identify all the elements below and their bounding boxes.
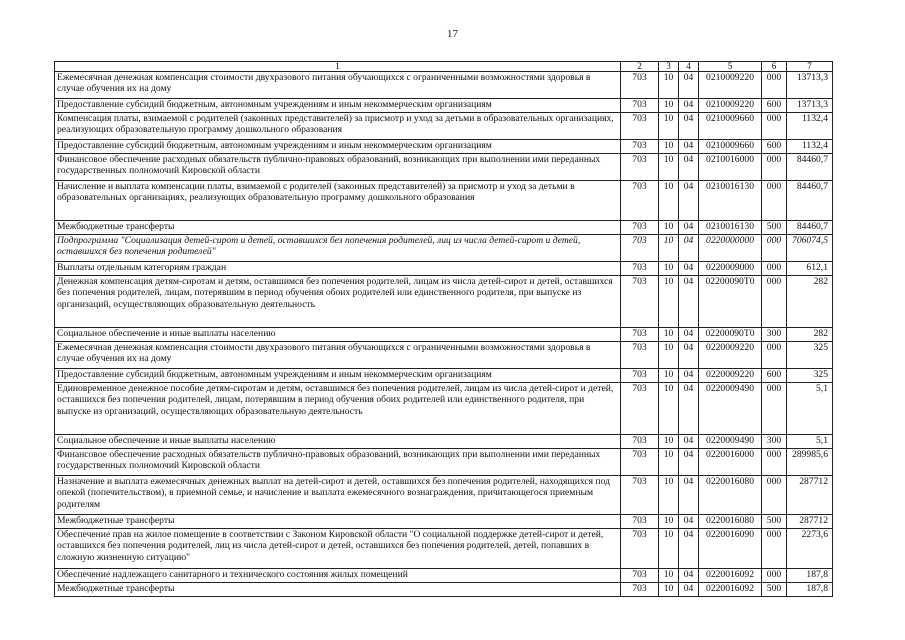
cell-target-item: 02200090Т0 bbox=[699, 276, 762, 328]
table-row bbox=[55, 369, 833, 383]
cell-section: 10 bbox=[659, 435, 679, 449]
cell-section: 10 bbox=[659, 99, 679, 113]
cell-amount: 84460,7 bbox=[787, 154, 833, 181]
row-name: Начисление и выплата компенсации платы, взимаемой с родителей (законных представителей) за присмотр и уход за детьми в образовательных организациях, реализующих образовательную программу дошкольного образования bbox=[55, 181, 621, 221]
cell-subsection: 04 bbox=[679, 583, 699, 597]
cell-amount: 5,1 bbox=[787, 435, 833, 449]
cell-code: 703 bbox=[621, 515, 659, 529]
cell-code: 703 bbox=[621, 476, 659, 515]
column-header: 5 bbox=[699, 62, 762, 72]
cell-target-item: 0220009220 bbox=[699, 369, 762, 383]
cell-target-item: 0210016130 bbox=[699, 181, 762, 221]
cell-section: 10 bbox=[659, 342, 679, 369]
cell-expense-type: 000 bbox=[762, 72, 787, 99]
cell-section: 10 bbox=[659, 276, 679, 328]
cell-amount: 612,1 bbox=[787, 262, 833, 276]
row-name: Финансовое обеспечение расходных обязательств публично-правовых образований, возникающих при выполнении ими переданных государственных полномочий Кировской области bbox=[55, 449, 621, 476]
row-name: Подпрограмма "Социализация детей-сирот и детей, оставшихся без попечения родителей, лиц из числа детей-сирот и детей, оставшихся без попечения родителей" bbox=[55, 235, 621, 262]
cell-code: 703 bbox=[621, 154, 659, 181]
cell-expense-type: 000 bbox=[762, 449, 787, 476]
cell-amount: 84460,7 bbox=[787, 181, 833, 221]
cell-section: 10 bbox=[659, 72, 679, 99]
cell-subsection: 04 bbox=[679, 449, 699, 476]
cell-amount: 13713,3 bbox=[787, 72, 833, 99]
cell-expense-type: 000 bbox=[762, 181, 787, 221]
cell-section: 10 bbox=[659, 515, 679, 529]
cell-section: 10 bbox=[659, 140, 679, 154]
cell-target-item: 0220009490 bbox=[699, 383, 762, 435]
cell-target-item: 0210016000 bbox=[699, 154, 762, 181]
cell-expense-type: 500 bbox=[762, 583, 787, 597]
cell-subsection: 04 bbox=[679, 276, 699, 328]
row-name: Обеспечение надлежащего санитарного и технического состояния жилых помещений bbox=[55, 569, 621, 583]
cell-target-item: 0210009220 bbox=[699, 72, 762, 99]
cell-code: 703 bbox=[621, 383, 659, 435]
cell-amount: 706074,5 bbox=[787, 235, 833, 262]
cell-expense-type: 000 bbox=[762, 569, 787, 583]
row-name: Социальное обеспечение и иные выплаты населению bbox=[55, 328, 621, 342]
table-row bbox=[55, 72, 833, 99]
cell-expense-type: 600 bbox=[762, 99, 787, 113]
cell-subsection: 04 bbox=[679, 72, 699, 99]
cell-amount: 282 bbox=[787, 328, 833, 342]
column-header-row bbox=[55, 62, 833, 72]
cell-subsection: 04 bbox=[679, 262, 699, 276]
cell-expense-type: 000 bbox=[762, 235, 787, 262]
cell-amount: 325 bbox=[787, 342, 833, 369]
cell-target-item: 0210009660 bbox=[699, 140, 762, 154]
row-name: Предоставление субсидий бюджетным, автономным учреждениям и иным некоммерческим организациям bbox=[55, 140, 621, 154]
row-name: Назначение и выплата ежемесячных денежных выплат на детей-сирот и детей, оставшихся без попечения родителей, находящихся под опекой (попечительством), в приемной семье, и начисление и выплата ежемесячного вознаграждения, причитающегося приемным родителям bbox=[55, 476, 621, 515]
table-row bbox=[55, 529, 833, 569]
cell-code: 703 bbox=[621, 276, 659, 328]
cell-target-item: 0220016092 bbox=[699, 569, 762, 583]
cell-section: 10 bbox=[659, 529, 679, 569]
table-row bbox=[55, 276, 833, 328]
row-name: Денежная компенсация детям-сиротам и детям, оставшимся без попечения родителей, лицам из числа детей-сирот и детей, оставшихся без попечения родителей, лицам, потерявшим в период обучения обоих родителей или единственного родителя, при выпуске из организаций, осуществляющих образовательную деятельность bbox=[55, 276, 621, 328]
cell-section: 10 bbox=[659, 449, 679, 476]
row-name: Социальное обеспечение и иные выплаты населению bbox=[55, 435, 621, 449]
cell-section: 10 bbox=[659, 476, 679, 515]
cell-amount: 13713,3 bbox=[787, 99, 833, 113]
cell-code: 703 bbox=[621, 235, 659, 262]
cell-subsection: 04 bbox=[679, 342, 699, 369]
row-name: Предоставление субсидий бюджетным, автономным учреждениям и иным некоммерческим организациям bbox=[55, 369, 621, 383]
table-row bbox=[55, 181, 833, 221]
cell-amount: 1132,4 bbox=[787, 140, 833, 154]
cell-code: 703 bbox=[621, 342, 659, 369]
table-row bbox=[55, 99, 833, 113]
cell-expense-type: 000 bbox=[762, 476, 787, 515]
cell-subsection: 04 bbox=[679, 435, 699, 449]
cell-code: 703 bbox=[621, 221, 659, 235]
column-header: 6 bbox=[762, 62, 787, 72]
cell-subsection: 04 bbox=[679, 369, 699, 383]
cell-code: 703 bbox=[621, 99, 659, 113]
cell-section: 10 bbox=[659, 583, 679, 597]
cell-section: 10 bbox=[659, 262, 679, 276]
cell-expense-type: 300 bbox=[762, 328, 787, 342]
column-header: 7 bbox=[787, 62, 833, 72]
table-row bbox=[55, 583, 833, 597]
cell-section: 10 bbox=[659, 221, 679, 235]
cell-subsection: 04 bbox=[679, 140, 699, 154]
cell-section: 10 bbox=[659, 113, 679, 140]
row-name: Предоставление субсидий бюджетным, автономным учреждениям и иным некоммерческим организациям bbox=[55, 99, 621, 113]
cell-target-item: 0220009490 bbox=[699, 435, 762, 449]
cell-expense-type: 600 bbox=[762, 140, 787, 154]
cell-amount: 187,8 bbox=[787, 569, 833, 583]
cell-amount: 84460,7 bbox=[787, 221, 833, 235]
table-row bbox=[55, 449, 833, 476]
row-name: Ежемесячная денежная компенсация стоимости двухразового питания обучающихся с ограниченными возможностями здоровья в случае обучения их на дому bbox=[55, 72, 621, 99]
page-number: 17 bbox=[447, 28, 458, 40]
cell-subsection: 04 bbox=[679, 515, 699, 529]
cell-code: 703 bbox=[621, 529, 659, 569]
table-row bbox=[55, 154, 833, 181]
cell-subsection: 04 bbox=[679, 529, 699, 569]
row-name: Межбюджетные трансферты bbox=[55, 515, 621, 529]
row-name: Финансовое обеспечение расходных обязательств публично-правовых образований, возникающих при выполнении ими переданных государственных полномочий Кировской области bbox=[55, 154, 621, 181]
table-row bbox=[55, 221, 833, 235]
cell-subsection: 04 bbox=[679, 569, 699, 583]
cell-amount: 325 bbox=[787, 369, 833, 383]
cell-section: 10 bbox=[659, 235, 679, 262]
row-name: Единовременное денежное пособие детям-сиротам и детям, оставшимся без попечения родителей, лицам из числа детей-сирот и детей, оставшихся без попечения родителей, лицам, потерявшим в период обучения обоих родителей или единственного родителя, при выпуске из организаций, осуществляющих образовательную деятельность bbox=[55, 383, 621, 435]
cell-subsection: 04 bbox=[679, 181, 699, 221]
row-name: Межбюджетные трансферты bbox=[55, 583, 621, 597]
cell-amount: 282 bbox=[787, 276, 833, 328]
cell-target-item: 0220009220 bbox=[699, 342, 762, 369]
cell-amount: 5,1 bbox=[787, 383, 833, 435]
cell-section: 10 bbox=[659, 383, 679, 435]
cell-target-item: 0210016130 bbox=[699, 221, 762, 235]
column-header: 3 bbox=[659, 62, 679, 72]
row-name: Ежемесячная денежная компенсация стоимости двухразового питания обучающихся с ограниченными возможностями здоровья в случае обучения их на дому bbox=[55, 342, 621, 369]
cell-section: 10 bbox=[659, 328, 679, 342]
cell-expense-type: 500 bbox=[762, 221, 787, 235]
row-name: Межбюджетные трансферты bbox=[55, 221, 621, 235]
table-row bbox=[55, 235, 833, 262]
cell-amount: 187,8 bbox=[787, 583, 833, 597]
row-name: Обеспечение прав на жилое помещение в соответствии с Законом Кировской области "О социальной поддержке детей-сирот и детей, оставшихся без попечения родителей, лиц из числа детей-сирот и детей, оставшихся без попечения родителей, детей, попавших в сложную жизненную ситуацию" bbox=[55, 529, 621, 569]
cell-code: 703 bbox=[621, 72, 659, 99]
cell-subsection: 04 bbox=[679, 154, 699, 181]
table-row bbox=[55, 328, 833, 342]
cell-subsection: 04 bbox=[679, 113, 699, 140]
table-row bbox=[55, 569, 833, 583]
cell-code: 703 bbox=[621, 181, 659, 221]
cell-amount: 2273,6 bbox=[787, 529, 833, 569]
table-row bbox=[55, 383, 833, 435]
cell-subsection: 04 bbox=[679, 235, 699, 262]
cell-target-item: 0220016092 bbox=[699, 583, 762, 597]
table-row bbox=[55, 515, 833, 529]
cell-expense-type: 000 bbox=[762, 113, 787, 140]
row-name: Выплаты отдельным категориям граждан bbox=[55, 262, 621, 276]
cell-target-item: 0210009660 bbox=[699, 113, 762, 140]
table-row bbox=[55, 435, 833, 449]
table-row bbox=[55, 113, 833, 140]
cell-subsection: 04 bbox=[679, 99, 699, 113]
cell-code: 703 bbox=[621, 569, 659, 583]
cell-expense-type: 300 bbox=[762, 435, 787, 449]
cell-code: 703 bbox=[621, 449, 659, 476]
cell-section: 10 bbox=[659, 181, 679, 221]
cell-subsection: 04 bbox=[679, 221, 699, 235]
column-header: 1 bbox=[55, 62, 621, 72]
cell-code: 703 bbox=[621, 583, 659, 597]
cell-expense-type: 600 bbox=[762, 369, 787, 383]
cell-expense-type: 000 bbox=[762, 383, 787, 435]
cell-expense-type: 000 bbox=[762, 262, 787, 276]
cell-target-item: 0220016090 bbox=[699, 529, 762, 569]
column-header: 2 bbox=[621, 62, 659, 72]
cell-amount: 287712 bbox=[787, 515, 833, 529]
table-row bbox=[55, 262, 833, 276]
cell-subsection: 04 bbox=[679, 328, 699, 342]
row-name: Компенсация платы, взимаемой с родителей (законных представителей) за присмотр и уход за детьми в образовательных организациях, реализующих образовательную программу дошкольного образования bbox=[55, 113, 621, 140]
cell-code: 703 bbox=[621, 262, 659, 276]
cell-target-item: 0220016000 bbox=[699, 449, 762, 476]
cell-section: 10 bbox=[659, 154, 679, 181]
cell-subsection: 04 bbox=[679, 476, 699, 515]
column-header: 4 bbox=[679, 62, 699, 72]
budget-table bbox=[54, 61, 833, 597]
cell-amount: 1132,4 bbox=[787, 113, 833, 140]
cell-target-item: 0210009220 bbox=[699, 99, 762, 113]
table-row bbox=[55, 476, 833, 515]
cell-target-item: 0220016080 bbox=[699, 515, 762, 529]
cell-expense-type: 500 bbox=[762, 515, 787, 529]
cell-section: 10 bbox=[659, 369, 679, 383]
table-row bbox=[55, 140, 833, 154]
cell-target-item: 02200090Т0 bbox=[699, 328, 762, 342]
cell-code: 703 bbox=[621, 140, 659, 154]
cell-expense-type: 000 bbox=[762, 276, 787, 328]
cell-amount: 287712 bbox=[787, 476, 833, 515]
cell-expense-type: 000 bbox=[762, 154, 787, 181]
table-row bbox=[55, 342, 833, 369]
cell-target-item: 0220009000 bbox=[699, 262, 762, 276]
cell-expense-type: 000 bbox=[762, 529, 787, 569]
cell-code: 703 bbox=[621, 435, 659, 449]
cell-code: 703 bbox=[621, 113, 659, 140]
cell-section: 10 bbox=[659, 569, 679, 583]
cell-subsection: 04 bbox=[679, 383, 699, 435]
cell-code: 703 bbox=[621, 328, 659, 342]
cell-target-item: 0220000000 bbox=[699, 235, 762, 262]
cell-expense-type: 000 bbox=[762, 342, 787, 369]
cell-amount: 289985,6 bbox=[787, 449, 833, 476]
cell-target-item: 0220016080 bbox=[699, 476, 762, 515]
cell-code: 703 bbox=[621, 369, 659, 383]
